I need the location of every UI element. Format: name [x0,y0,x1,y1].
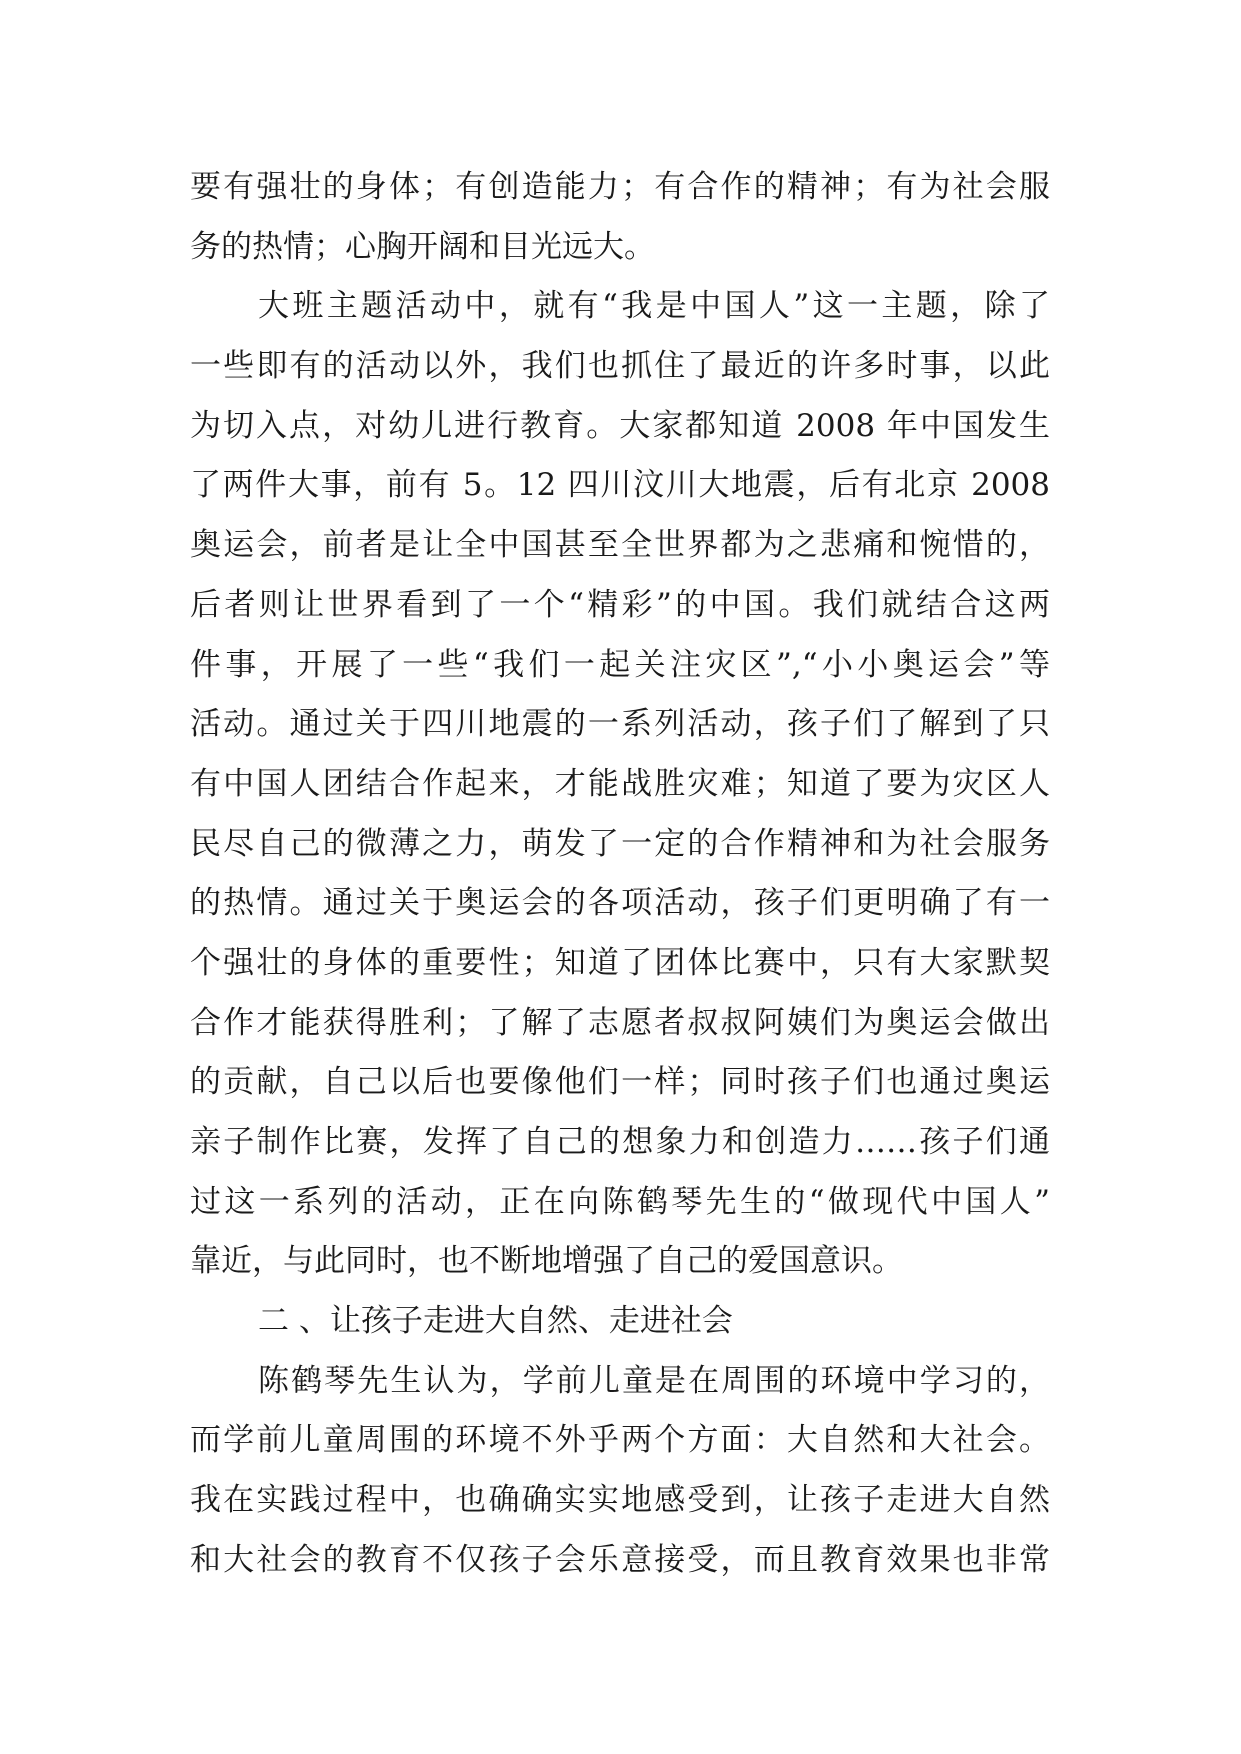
document-body [190,158,1050,1591]
text-line: 过这一系列的活动，正在向陈鹤琴先生的“做现代中国人” [190,1183,1050,1220]
text-line: 要有强壮的身体；有创造能力；有合作的精神；有为社会服 [190,169,1050,205]
text-line: 奥运会，前者是让全中国甚至全世界都为之悲痛和惋惜的， [190,527,1050,564]
text-line: 而学前儿童周围的环境不外乎两个方面：大自然和大社会。 [190,1422,1050,1459]
text-line: 的热情。通过关于奥运会的各项活动，孩子们更明确了有一 [190,885,1050,922]
text-line: 个强壮的身体的重要性；知道了团体比赛中，只有大家默契 [190,944,1050,981]
text-line: 件事，开展了一些“我们一起关注灾区”,“小小奥运会”等 [190,646,1050,683]
paragraph-first-line: 大班主题活动中，就有“我是中国人”这一主题，除了 [258,288,1050,325]
text-line: 务的热情；心胸开阔和目光远大。 [190,228,655,265]
text-line: 靠近，与此同时，也不断地增强了自己的爱国意识。 [190,1243,903,1280]
text-line: 活动。通过关于四川地震的一系列活动，孩子们了解到了只 [190,706,1050,743]
text-line: 后者则让世界看到了一个“精彩”的中国。我们就结合这两 [190,586,1050,623]
text-line: 民尽自己的微薄之力，萌发了一定的合作精神和为社会服务 [190,825,1050,862]
text-line: 和大社会的教育不仅孩子会乐意接受，而且教育效果也非常 [190,1541,1050,1578]
section-heading: 二 、让孩子走进大自然、走进社会 [258,1303,733,1340]
text-line: 为切入点，对幼儿进行教育。大家都知道 2008 年中国发生 [190,407,1050,444]
text-line: 一些即有的活动以外，我们也抓住了最近的许多时事，以此 [190,348,1050,385]
text-line: 我在实践过程中，也确确实实地感受到，让孩子走进大自然 [190,1482,1050,1519]
text-line: 亲子制作比赛，发挥了自己的想象力和创造力……孩子们通 [190,1124,1050,1160]
text-line: 的贡献，自己以后也要像他们一样；同时孩子们也通过奥运 [190,1064,1050,1101]
text-line: 合作才能获得胜利；了解了志愿者叔叔阿姨们为奥运会做出 [190,1004,1050,1041]
text-line: 有中国人团结合作起来，才能战胜灾难；知道了要为灾区人 [190,765,1050,802]
text-line: 了两件大事，前有 5。12 四川汶川大地震，后有北京 2008 [190,467,1050,504]
paragraph-first-line: 陈鹤琴先生认为，学前儿童是在周围的环境中学习的， [258,1362,1050,1399]
